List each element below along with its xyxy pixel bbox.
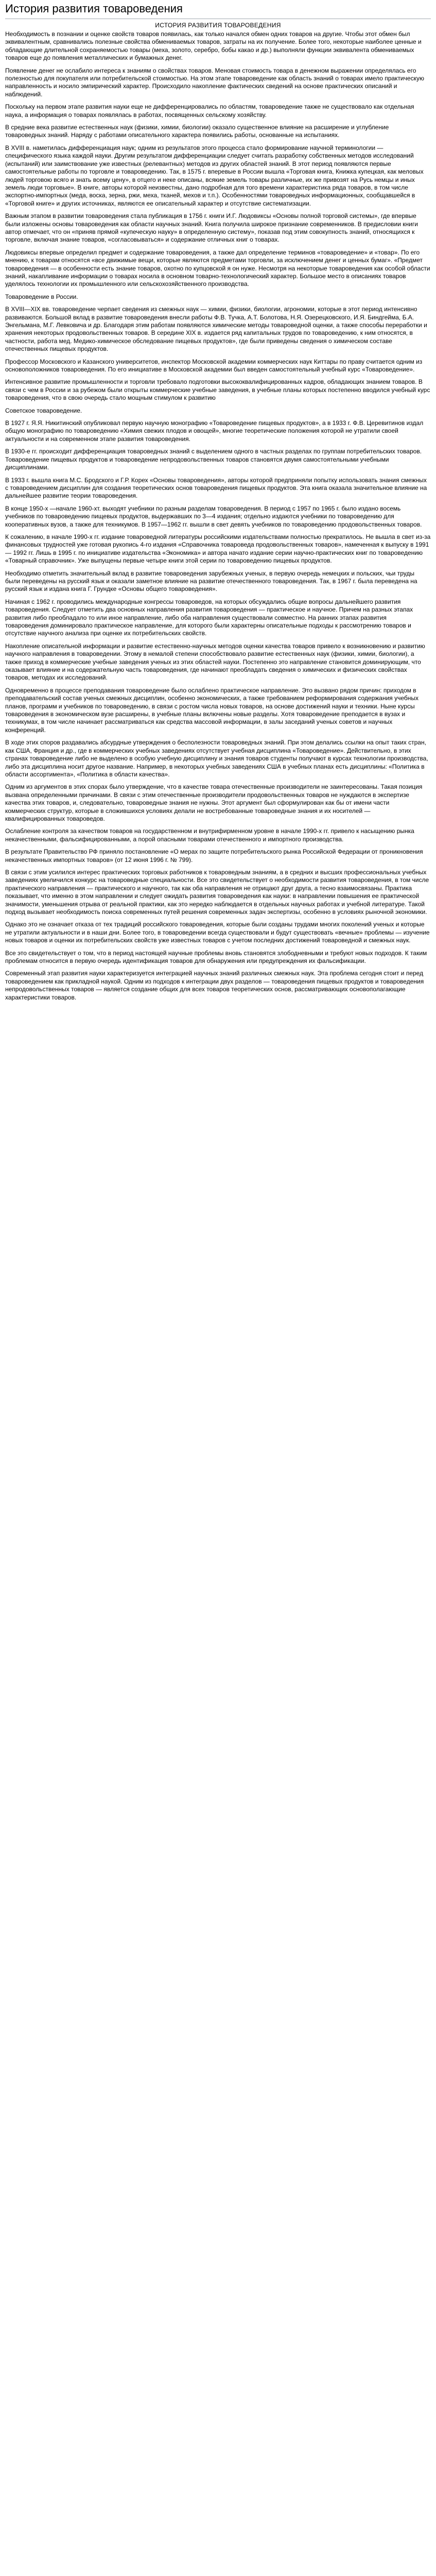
paragraph: Одновременно в процессе преподавания товароведение было ослаблено практическое направление. Это вызвано рядом причин: приходом в преподавательский состав ученых смежных дисциплин, особенно экономических, а также требованием реформирования содержания учебных планов, программ и учебников по товароведению, в связи с ростом числа новых товаров, на основе достижений науки и техники. Ныне курсы товароведения в экономическом вузе расширены, в учебные планы включены новые разделы. Хотя товароведение преподается в вузах и техникумах, в том числе начинает рассматриваться как средства массовой информации, в залы заседаний ученых советов и научных конференций. xyxy=(5,686,419,734)
paragraph: Одним из аргументов в этих спорах было утверждение, что в качестве товара отечественные производители не заинтересованы. Такая позиция вызвана определенными причинами. В связи с этим отечественные производители продовольственных товаров не нуждаются в экспертизе качества этих товаров, и, следовательно, товароведные знания не нужны. Этот аргумент был сформулирован как бы от имени части коммерческих структур, которые в сложившихся условиях делали не востребованные товароведные знания и их носителей — квалифицированных товароведов. xyxy=(5,783,423,822)
paragraph: Профессор Московского и Казанского университетов, инспектор Московской академии коммерческих наук Киттары по праву считается одним из основоположников товароведения. По его инициативе в Московской академии был введен самостоятельный учебный курс «Товароведение». xyxy=(5,358,423,374)
article-body xyxy=(5,30,431,1002)
paragraph: К сожалению, в начале 1990-х гг. издание товароведной литературы российскими издательствами полностью прекратилось. Не вышла в свет из-за финансовых трудностей уже готовая рукопись 4-го издания «Справочника товароведа продовольственных товаров», намеченная к выпуску в 1991 — 1992 гг. Лишь в 1995 г. по инициативе издательства «Экономика» и автора начато издание серии научно-практических книг по товароведению «Товарный справочник». Уже выпущены первые четыре книги этой серии по товароведению пищевых продуктов. xyxy=(5,533,431,565)
paragraph: Однако это не означает отказа от тех традиций российского товароведения, которые были созданы трудами многих поколений ученых и которые не утратили актуальности и в наши дни. Более того, в товароведении всегда существовали и будут существовать «вечные» проблемы — изучение новых товаров и оценки их потребительских свойств уже известных товаров с учетом последних достижений товароведной и смежных наук. xyxy=(5,921,430,944)
paragraph: Поскольку на первом этапе развития науки еще не дифференцировались по областям, товароведение также не существовало как отдельная наука, а информация о товарах появлялась в работах, посвященных сельскому хозяйству. xyxy=(5,103,414,118)
paragraph: Ослабление контроля за качеством товаров на государственном и внутрифирменном уровне в начале 1990-х гг. привело к насыщению рынка некачественными, фальсифицированными, а порой опасными товарами отечественного и импортного производства. xyxy=(5,827,414,843)
paragraph: В конце 1950-х —начале 1960-хт. выходят учебники по разным разделам товароведения. В период с 1957 по 1965 г. было издано восемь учебников по товароведению пищевых продуктов, выдержавших по 3—4 издания; отдельно издаются учебники по товароведению для кооперативных вузов, а также для техникумов. В 1957—1962 гг. вышли в свет девять учебников по товароведению продовольственных товаров. xyxy=(5,504,422,528)
paragraph: В связи с этим усилился интерес практических торговых работников к товароведным знаниям, а в средних и высших профессиональных учебных заведениях увеличился конкурс на товароведные специальности. Все это свидетельствует о необходимости развития товароведения, в том числе практического направления — практического и научного, так как оба направления не отрицают друг друга, а тесно взаимосвязаны. Практика показывает, что именно в этом направлении и следует ожидать развития товароведения как науки: в направлении повышения ее практической значимости, уменьшения отрыва от реальной практики, как это нередко наблюдается в отдельных научных работах и учебной литературе. Такой подход вызывает необходимость поиска современных путей решения современных задач экспертизы, особенно в условиях рыночной экономики. xyxy=(5,868,429,916)
document-page xyxy=(0,0,436,1011)
section-heading-soviet: Советское товароведение. xyxy=(5,406,82,414)
paragraph: Все это свидетельствует о том, что в период настоящей научные проблемы вновь становятся злободневными и требуют новых подходов. К таким проблемам относится в первую очередь идентификация товаров для обнаружения или предупреждения их фальсификации. xyxy=(5,949,427,965)
paragraph: В 1927 г. Я.Я. Никитинский опубликовал первую научную монографию «Товароведение пищевых продуктов», а в 1933 г. Ф.В. Церевитинов издал общую монографию по товароведению «Химия свежих плодов и овощей», многие теоретические положения которой не утратили своей актуальности и на современном этапе развития товароведения. xyxy=(5,419,424,443)
paragraph-intro: Необходимость в познании и оценке свойств товаров появилась, как только начался обмен одних товаров на другие. Чтобы этот обмен был эквивалентным, сравнивались полезные свойства обмениваемых товаров, затраты на их получение. Более того, некоторые наиболее ценные и обладающие длительной сохраняемостью товары (меха, золото, серебро, бобы какао и др.) выполняли функции эквивалента обмениваемых товаров еще до появления металлических и бумажных денег. xyxy=(5,30,422,62)
paragraph: В 1930-е гг. происходит дифференциация товароведных знаний с выделением одного в частных разделах по группам потребительских товаров. Товароведение пищевых продуктов и товароведение непродовольственных товаров становятся двумя самостоятельными учебными дисциплинами. xyxy=(5,448,422,471)
paragraph: Современный этап развития науки характеризуется интеграцией научных знаний различных смежных наук. Эта проблема сегодня стоит и перед товароведением как прикладной наукой. Одним из подходов к интеграции двух разделов — товароведения пищевых продуктов и товароведения непродовольственных товаров — является создание общих для всех товаров теоретических основ, рассматривающих основополагающие характеристики товаров. xyxy=(5,970,424,1001)
paragraph: В XVIII в. наметилась дифференциация наук; одним из результатов этого процесса стало формирование научной терминологии — специфического языка каждой науки. Другим результатом дифференциации следует считать разработку собственных методов исследований (испытаний) или заимствование уже известных (релевантных) методов из других областей знаний. В этот период появляются первые самостоятельные работы по торговле и товароведению. Так, в 1575 г. вперевые в России вышла «Торговая книга, Книжка купецкая, как меловых людей торговою всяго и знать всему цену», в отцего и неке описаны, всякие земель товары различные, их же привозят на Русь немцы и иных земель люди торговые». В книге, авторы которой неизвестны, дано подробная для того времени характеристика ряда товаров, в том числе экспортно-импортных (меда, воска, зерна, ржи, меха, тканей, мехов и т.п.). Особенностями товароведных информационных, сообщавшейся в «Торговой книге» и других источниках, являются ее описательный характер и отсутствие систематизации. xyxy=(5,144,424,207)
paragraph: В ходе этих споров раздавались абсурдные утверждения о бесполезности товароведных знаний. При этом делались ссылки на опыт таких стран, как США, Франция и др., где в коммерческих учебных заведениях отсутствует учебная дисциплина «Товароведение». Действительно, в этих странах товароведение либо не выделено в особую учебную дисциплину и знания товаров студенты получают в курсах технологии производства, либо эта дисциплина носит другое название. Например, в некоторых учебных заведениях США в учебных планах есть дисциплины: «Политика в области ассортимента», «Политика в области качества». xyxy=(5,739,428,778)
paragraph: Начиная с 1962 г. проводились международные конгрессы товароведов, на которых обсуждались общие вопросы дальнейшего развития товароведения. Следует отметить два основных направления развития товароведения — практическое и научное. Причем на разных этапах развития либо преобладало то или иное направление, либо оба направления существовали совместно. На ранних этапах развития товароведения доминировало практическое направление, для которого были характерны описательные подходы к рассмотрению товаров и отсутствие научного анализа при оценке их потребительских свойств. xyxy=(5,598,413,637)
paragraph: В XVIII—XIX вв. товароведение черпает сведения из смежных наук — химии, физики, биологии, агрономии, которые в этот период интенсивно развиваются. Большой вклад в развитие товароведения внесли работы Ф.В. Тучка, А.Т. Болотова, Н.Я. Озерецковского, И.Я. Биндгейма, Б.А. Энгельмана, М.Г. Левковича и др. Благодаря этим работам появляются химические методы товароведной оценки, а также способы переработки и хранения некоторых продовольственных товаров. В середине XIX в. издается ряд капитальных трудов по товароведению, к ним относятся, в частности, работа мед. Медико-химическое обследование пищевых продуктов», где были приведены сведения о химическом составе отечественных пищевых продуктов. xyxy=(5,306,427,353)
paragraph: Важным этапом в развитии товароведения стала публикация в 1756 г. книги И.Г. Людовиксы «Основы полной торговой системы», где впервые были изложены основы товароведения как области научных знаний. Книга получила широкое признание современников. В предисловии книги автор отмечает, что он «приняв прямой «купеческую науку» в определенную систему», показав под этим совокупность знаний, относящихся к торговле, включая знание товаров, «согласовываться» и содержание отличных книг о товарах. xyxy=(5,212,418,244)
paragraph: В 1933 г. вышла книга М.С. Бродского и Г.Р. Корех «Основы товароведения», авторы которой предприняли попытку использовать знания смежных с товароведением дисциплин для создания теоретических основ товароведения пищевых продуктов. Эта книга оказала значительное влияние на дальнейшее развитие теории товароведения. xyxy=(5,476,427,500)
paragraph: Накопление описательной информации и развитие естественно-научных методов оценки качества товаров привело к возникновению и развитию научного направления в товароведении. Этому в немалой степени способствовало развитие естественных наук (физики, химии, биологии), а также приход в коммерческие учебные заведения ученых из этих областей науки. Постепенно это направление становится доминирующим, что оказывает влияние и на содержательную часть товароведения, где начинают преобладать сведения о химических и физических свойствах товаров, методах их исследований. xyxy=(5,642,425,682)
paragraph: Необходимо отметить значительный вклад в развитие товароведения зарубежных ученых, в первую очередь немецких и польских, чьи труды были переведены на русский язык и оказали заметное влияние на развитие отечественного товароведения. Так, в 1967 г. была переведена на русский язык и издана книга Г. Грундке «Основы общего товароведения». xyxy=(5,569,417,593)
section-heading-russia: Товароведение в России. xyxy=(5,293,78,300)
page-subtitle: ИСТОРИЯ РАЗВИТИЯ ТОВАРОВЕДЕНИЯ xyxy=(155,22,281,29)
paragraph: Людовиксы впервые определил предмет и содержание товароведения, а также дал определение терминов «товароведение» и «товар». По его мнению, к товарам относятся «все движимые вещи, которые являются предметами торговли, за исключением денег и ценных бумаг». «Предмет товароведения — в особенности есть знание товаров, охотно по купцовской я он нуже. Несмотря на некоторые товароведения как особой области знаний, накапливание информации о товарах носила в основном товарно-технологический характер. Большое место в описаниях товаров уделялось технологии их промышленного или сельскохозяйственного производства. xyxy=(5,248,430,288)
paragraph: В результате Правительство РФ приняло постановление «О мерах по защите потребительского рынка Российской Федерации от проникновения некачественных импортных товаров» (от 12 июня 1996 г. № 799). xyxy=(5,848,423,863)
paragraph: В средние века развитие естественных наук (физики, химии, биологии) оказало существенное влияние на расширение и углубление товароведных знаний. Наряду с работами описательного характера появились работы, основанные на испытаниях. xyxy=(5,124,389,139)
paragraph: Интенсивное развитие промышленности и торговли требовало подготовки высококвалифицированных кадров, обладающих знанием товаров. В связи с чем в России и за рубежом были открыты коммерческие учебные заведения, в учебные планы которых постепенно вводился учебный курс товароведения, что в свою очередь стало мощным стимулом к развитию xyxy=(5,378,430,402)
page-title: История развития товароведения xyxy=(5,2,431,19)
paragraph: Появление денег не ослабило интереса к знаниям о свойствах товаров. Меновая стоимость товара в денежном выражении определялась его полезностью для покупателя или потребительской стоимостью. На этом этапе товароведение как область знаний о товарах имело практическую направленность и носило эмпирический характер. Происходило накопление фактических сведений на основе практических описаний и наблюдений. xyxy=(5,66,424,98)
